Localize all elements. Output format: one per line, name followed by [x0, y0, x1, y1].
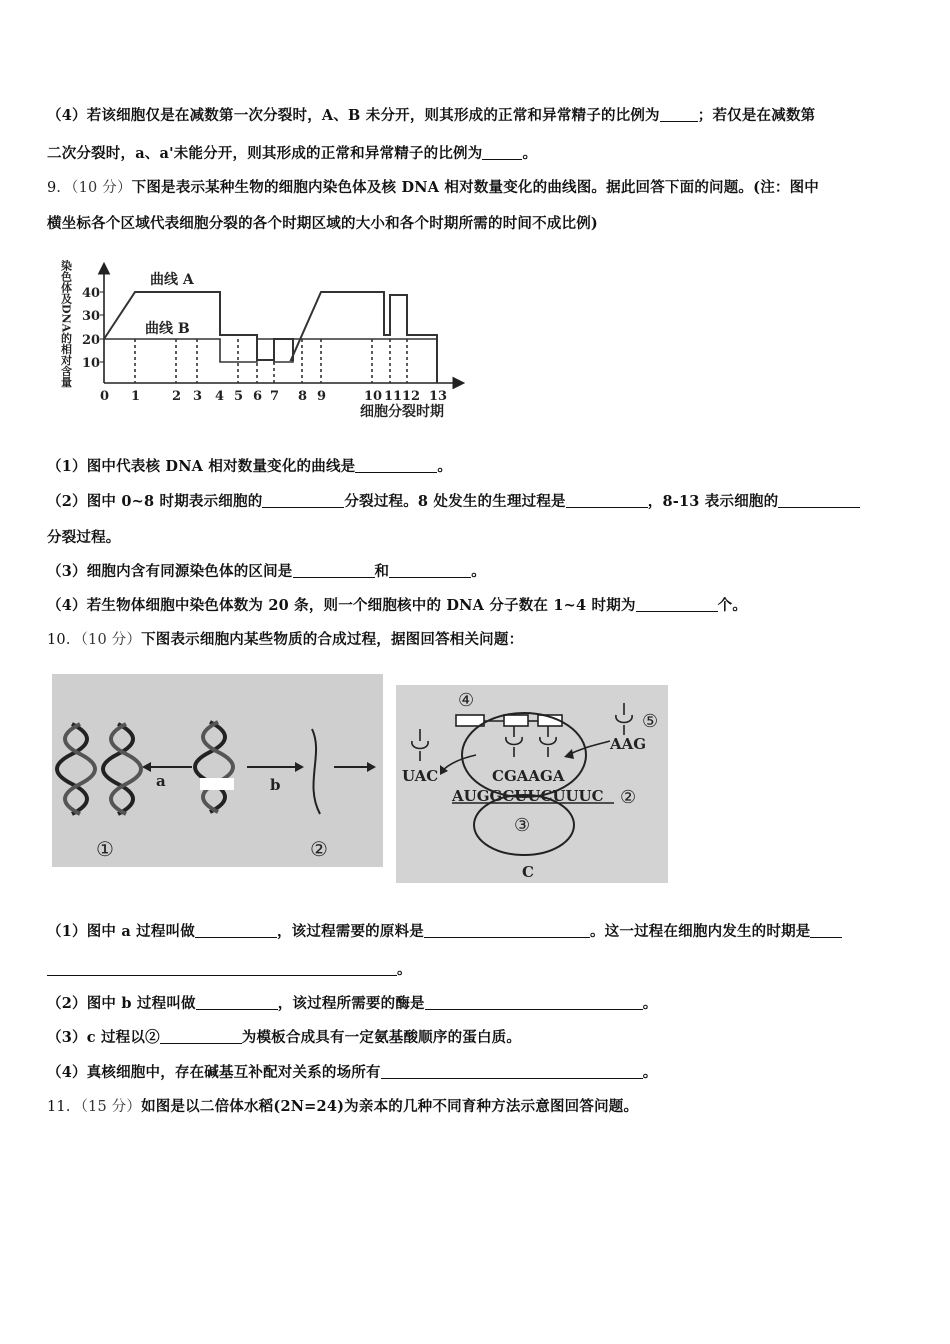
q9-p4-text-a: （4）若生物体细胞中染色体数为 20 条，则一个细胞核中的 DNA 分子数在 1~4 时期为 — [47, 597, 636, 614]
q8-part4-text-d: 。 — [522, 145, 538, 162]
answer-blank[interactable] — [47, 961, 397, 976]
xtick-5: 5 — [234, 389, 244, 404]
q10-number: 10． — [47, 632, 81, 648]
curve-a-label: 曲线 A — [150, 272, 194, 288]
q10-part1-line1 — [47, 920, 842, 941]
q9-score: （10 分） — [71, 180, 132, 196]
q9-p1-text-b: 。 — [437, 458, 453, 475]
q9-part2-line1 — [47, 490, 860, 511]
q10-stem-text: 下图表示细胞内某些物质的合成过程，据图回答相关问题： — [141, 631, 524, 648]
trna-codons: CGAAGA — [492, 767, 565, 785]
mark-1: ① — [96, 837, 114, 861]
q8-part4-text-a: （4）若该细胞仅是在减数第一次分裂时，A、B 未分开，则其形成的正常和异常精子的比例为 — [47, 107, 660, 124]
xtick-3: 3 — [193, 389, 203, 404]
anticodon-aag: AAG — [610, 735, 647, 753]
answer-blank[interactable] — [482, 145, 522, 160]
q10-p4-text-b: 。 — [642, 1064, 658, 1081]
q9-p2-text-d: 分裂过程。 — [47, 529, 121, 546]
q9-p1-text-a: （1）图中代表核 DNA 相对数量变化的曲线是 — [47, 458, 356, 475]
q11-stem — [47, 1095, 638, 1116]
xtick-1: 1 — [131, 389, 141, 404]
q9-p3-text-b: 和 — [374, 563, 390, 580]
curve-b-label: 曲线 B — [145, 321, 190, 337]
mrna-sequence: AUGGCUUCUUUC — [452, 787, 604, 805]
xtick-11: 11 — [384, 389, 403, 404]
answer-blank[interactable] — [389, 563, 471, 578]
mark-5: ⑤ — [642, 711, 659, 732]
q10-p2-text-b: ，该过程所需要的酶是 — [277, 995, 425, 1012]
q9-stem-text2: 横坐标各个区域代表细胞分裂的各个时期区域的大小和各个时期所需的时间不成比例) — [47, 215, 598, 232]
answer-blank[interactable] — [195, 923, 277, 938]
q11-score: （15 分） — [80, 1099, 142, 1115]
q10-p3-text-a: （3）c 过程以② — [47, 1029, 160, 1046]
xtick-7: 7 — [270, 389, 280, 404]
mark-4: ④ — [458, 690, 475, 711]
mark-2: ② — [310, 837, 328, 861]
q9-p3-text-a: （3）细胞内含有同源染色体的区间是 — [47, 563, 293, 580]
answer-blank[interactable] — [293, 563, 375, 578]
q9-chart — [52, 250, 472, 425]
q10-p2-text-c: 。 — [642, 995, 658, 1012]
xtick-6: 6 — [253, 389, 263, 404]
xtick-10: 10 — [364, 389, 383, 404]
q10-p1-text-a: （1）图中 a 过程叫做 — [47, 923, 195, 940]
q10-part4 — [47, 1061, 657, 1082]
q10-p1-text-c: 。这一过程在细胞内发生的时期是 — [589, 923, 811, 940]
ytick-30: 30 — [82, 309, 101, 324]
q9-stem-text1: 下图是表示某种生物的细胞内染色体及核 DNA 相对数量变化的曲线图。据此回答下面的问题。(注：图中 — [131, 179, 819, 196]
xtick-4: 4 — [215, 389, 225, 404]
q10-p2-text-a: （2）图中 b 过程叫做 — [47, 995, 196, 1012]
label-a: a — [156, 772, 166, 790]
q10-p3-text-b: 为模板合成具有一定氨基酸顺序的蛋白质。 — [241, 1029, 522, 1046]
xtick-8: 8 — [298, 389, 308, 404]
mark-3: ③ — [514, 815, 531, 836]
answer-blank[interactable] — [262, 493, 344, 508]
ytick-20: 20 — [82, 333, 101, 348]
curve-b — [104, 339, 437, 362]
answer-blank[interactable] — [660, 107, 698, 122]
chart-xlabel: 细胞分裂时期 — [360, 404, 444, 420]
answer-blank[interactable] — [636, 597, 718, 612]
answer-blank[interactable] — [355, 458, 437, 473]
q11-stem-text: 如图是以二倍体水稻(2N=24)为亲本的几种不同育种方法示意图回答问题。 — [141, 1098, 639, 1115]
q9-part4 — [47, 594, 747, 615]
q9-part1 — [47, 455, 452, 476]
ytick-40: 40 — [82, 286, 101, 301]
q9-part2-line2 — [47, 526, 121, 547]
answer-blank[interactable] — [381, 1064, 643, 1079]
answer-blank[interactable] — [424, 923, 590, 938]
q10-p1-text-d: 。 — [397, 961, 412, 978]
label-b: b — [270, 776, 281, 794]
q9-stem-line1 — [47, 176, 819, 197]
mark-2-mrna: ② — [620, 787, 637, 808]
answer-blank[interactable] — [425, 995, 643, 1010]
q9-part3 — [47, 560, 486, 581]
q10-part3 — [47, 1026, 521, 1047]
q10-figure-translation — [396, 685, 668, 883]
q9-p2-text-a: （2）图中 0~8 时期表示细胞的 — [47, 493, 263, 510]
q8-part4-line1 — [47, 104, 815, 125]
q9-p2-text-b: 分裂过程。8 处发生的生理过程是 — [344, 493, 566, 510]
q10-part1-line2 — [47, 958, 412, 979]
ytick-10: 10 — [82, 356, 101, 371]
answer-blank[interactable] — [778, 493, 860, 508]
answer-blank[interactable] — [160, 1029, 242, 1044]
xtick-9: 9 — [317, 389, 327, 404]
label-c: C — [522, 863, 534, 881]
q8-part4-text-c: 二次分裂时，a、a'未能分开，则其形成的正常和异常精子的比例为 — [47, 145, 483, 162]
xtick-13: 13 — [429, 389, 448, 404]
xtick-0: 0 — [100, 389, 110, 404]
chart-ylabel: 染色体及DNA的相对含量 — [59, 260, 73, 388]
q10-p1-text-b: ，该过程需要的原料是 — [276, 923, 424, 940]
answer-blank[interactable] — [566, 493, 648, 508]
q9-stem-line2 — [47, 212, 598, 233]
q10-part2 — [47, 992, 657, 1013]
anticodon-uac: UAC — [402, 767, 439, 785]
q10-stem — [47, 628, 523, 649]
q8-part4-text-b: ；若仅是在减数第 — [697, 107, 816, 124]
curve-a — [104, 292, 437, 383]
q11-number: 11． — [47, 1099, 81, 1115]
q8-part4-line2 — [47, 142, 537, 163]
q9-p4-text-b: 个。 — [717, 597, 748, 614]
answer-blank[interactable] — [196, 995, 278, 1010]
xtick-2: 2 — [172, 389, 182, 404]
answer-blank[interactable] — [810, 923, 842, 938]
q10-figure-replication — [52, 674, 383, 867]
q9-number: 9． — [47, 180, 72, 196]
q9-p3-text-c: 。 — [471, 563, 486, 580]
xtick-12: 12 — [402, 389, 421, 404]
q9-p2-text-c: ，8-13 表示细胞的 — [647, 493, 779, 510]
q10-score: （10 分） — [80, 632, 142, 648]
q10-p4-text-a: （4）真核细胞中，存在碱基互补配对关系的场所有 — [47, 1064, 381, 1081]
